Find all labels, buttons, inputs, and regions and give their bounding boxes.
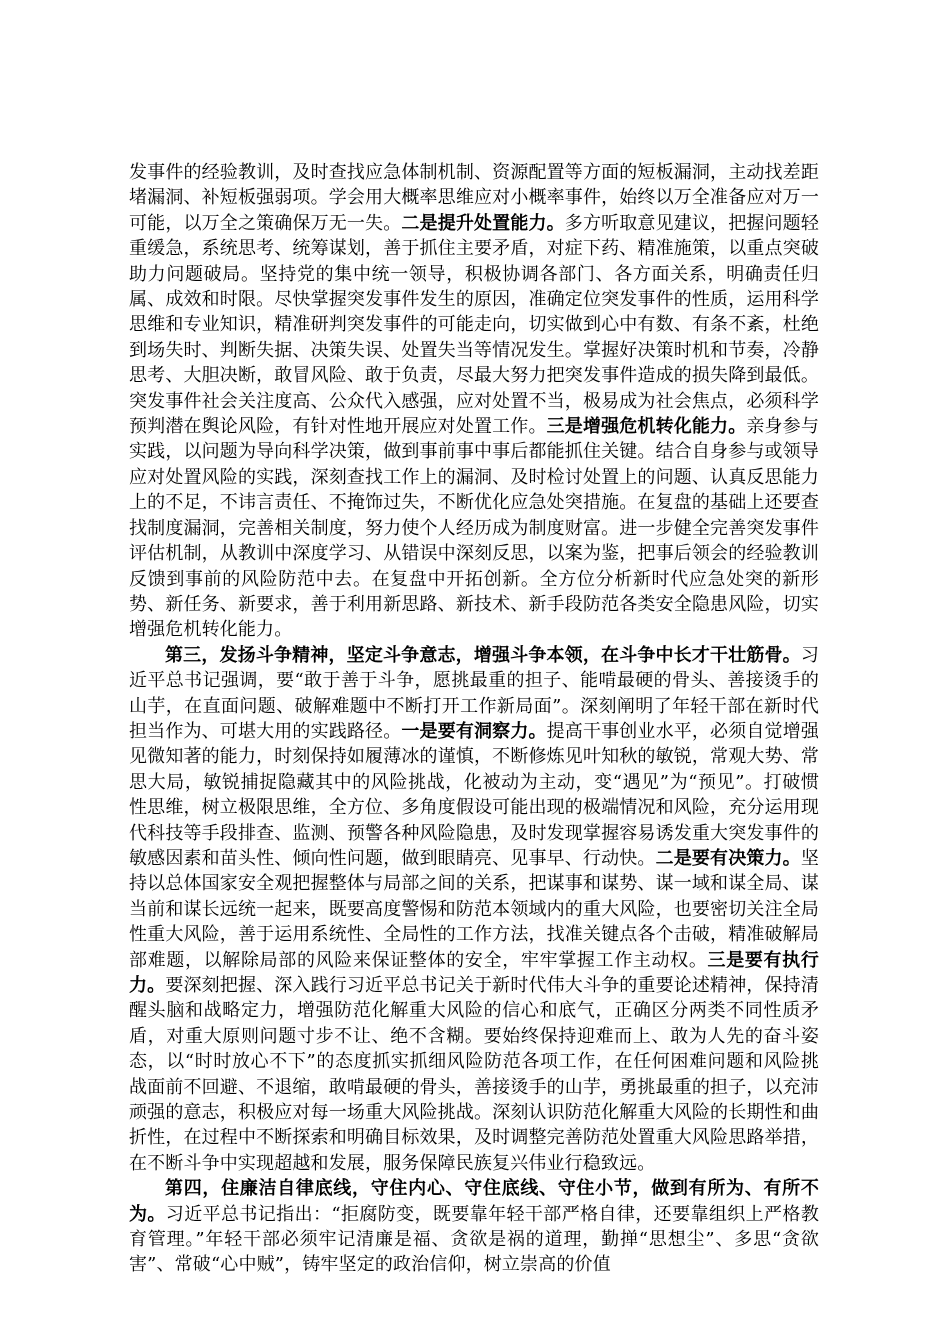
paragraph-2-text-1: 习近平总书记强调，要“敢于善于斗争，愿挑最重的担子、能啃最硬的骨头、善接烫手的山芋，在直面问题、破解难题中不断打开工作新局面”。深刻阐明了年轻干部在新时代担当作为、可堪大用的实践路径。 (129, 644, 819, 742)
paragraph-3-section-heading: 第四，住廉洁自律底线，守住内心、守住底线、守住小节，做到有所为、有所不为。 (129, 1178, 819, 1225)
paragraph-1-text-3: 亲身参与实践，以问题为导向科学决策，做到事前事中事后都能抓住关键。结合自身参与或领导应对处置风险的实践，深刻查找工作上的漏洞、及时检讨处置上的问题、认真反思能力上的不足，不讳言责任、不掩饰过失，不断优化应急处突措施。在复盘的基础上还要查找制度漏洞，完善相关制度，努力使个人经历成为制度财富。进一步健全完善突发事件评估机制，从教训中深度学习、从错误中深刻反思，以案为鉴，把事后领会的经验教训反馈到事前的风险防范中去。在复盘中开拓创新。全方位分析新时代应急处突的新形势、新任务、新要求，善于利用新思路、新技术、新手段防范各类安全隐患风险，切实增强危机转化能力。 (129, 416, 819, 641)
document-page (129, 160, 819, 1278)
paragraph-2-text-2: 提高干事创业水平，必须自觉增强见微知著的能力，时刻保持如履薄冰的谨慎，不断修炼见叶知秋的敏锐，常观大势、常思大局，敏锐捕捉隐藏其中的风险挑战，化被动为主动，变“遇见”为“预见”。打破惯性思维，树立极限思维，全方位、多角度假设可能出现的极端情况和风险，充分运用现代科技等手段排查、监测、预警各种风险隐患，及时发现掌握容易诱发重大突发事件的敏感因素和苗头性、倾向性问题，做到眼睛亮、见事早、行动快。 (129, 720, 820, 869)
paragraph-1 (129, 160, 819, 643)
paragraph-2 (129, 643, 819, 1177)
paragraph-1-heading-2: 二是提升处置能力。 (401, 212, 565, 234)
paragraph-2-section-heading: 第三，发扬斗争精神，坚定斗争意志，增强斗争本领，在斗争中长才干壮筋骨。 (165, 644, 801, 666)
paragraph-2-heading-1: 一是要有洞察力。 (401, 720, 547, 742)
paragraph-3 (129, 1176, 819, 1278)
paragraph-1-text-1: 发事件的经验教训，及时查找应急体制机制、资源配置等方面的短板漏洞，主动找差距堵漏洞、补短板强弱项。学会用大概率思维应对小概率事件，始终以万全准备应对万一可能，以万全之策确保万无一失。 (129, 162, 819, 234)
paragraph-1-text-2: 多方听取意见建议，把握问题轻重缓急，系统思考、统筹谋划，善于抓住主要矛盾，对症下药、精准施策，以重点突破助力问题破局。坚持党的集中统一领导，积极协调各部门、各方面关系，明确责任归属、成效和时限。尽快掌握突发事件发生的原因，准确定位突发事件的性质，运用科学思维和专业知识，精准研判突发事件的可能走向，切实做到心中有数、有条不紊，杜绝到场失时、判断失据、决策失误、处置失当等情况发生。掌握好决策时机和节奏，冷静思考、大胆决断，敢冒风险、敢于负责，尽最大努力把突发事件造成的损失降到最低。突发事件社会关注度高、公众代入感强，应对处置不当，极易成为社会焦点，必须科学预判潜在舆论风险，有针对性地开展应对处置工作。 (129, 212, 819, 438)
paragraph-1-heading-3: 三是增强危机转化能力。 (546, 416, 747, 438)
paragraph-2-heading-3: 三是要有执行力。 (129, 949, 819, 996)
paragraph-2-text-3: 坚持以总体国家安全观把握整体与局部之间的关系，把谋事和谋势、谋一域和谋全局、谋当前和谋长远统一起来，既要高度警惕和防范本领域内的重大风险，也要密切关注全局性重大风险，善于运用系统性、全局性的工作方法，找准关键点各个击破，精准破解局部难题，以解除局部的风险来保证整体的安全，牢牢掌握工作主动权。 (129, 847, 819, 971)
paragraph-2-text-4: 要深刻把握、深入践行习近平总书记关于新时代伟大斗争的重要论述精神，保持清醒头脑和战略定力，增强防范化解重大风险的信心和底气，正确区分两类不同性质矛盾，对重大原则问题寸步不让、绝不含糊。要始终保持迎难而上、敢为人先的奋斗姿态，以“时时放心不下”的态度抓实抓细风险防范各项工作，在任何困难问题和风险挑战面前不回避、不退缩，敢啃最硬的骨头，善接烫手的山芋，勇挑最重的担子，以充沛顽强的意志，积极应对每一场重大风险挑战。深刻认识防范化解重大风险的长期性和曲折性，在过程中不断探索和明确目标效果，及时调整完善防范处置重大风险思路举措，在不断斗争中实现超越和发展，服务保障民族复兴伟业行稳致远。 (129, 975, 819, 1174)
paragraph-3-text-1: 习近平总书记指出：“拒腐防变，既要靠年轻干部严格自律，还要靠组织上严格教育管理。”年轻干部必须牢记清廉是福、贪欲是祸的道理，勤掸“思想尘”、多思“贪欲害”、常破“心中贼”，铸牢坚定的政治信仰，树立崇高的价值 (129, 1203, 819, 1276)
paragraph-2-heading-2: 二是要有决策力。 (655, 847, 801, 869)
